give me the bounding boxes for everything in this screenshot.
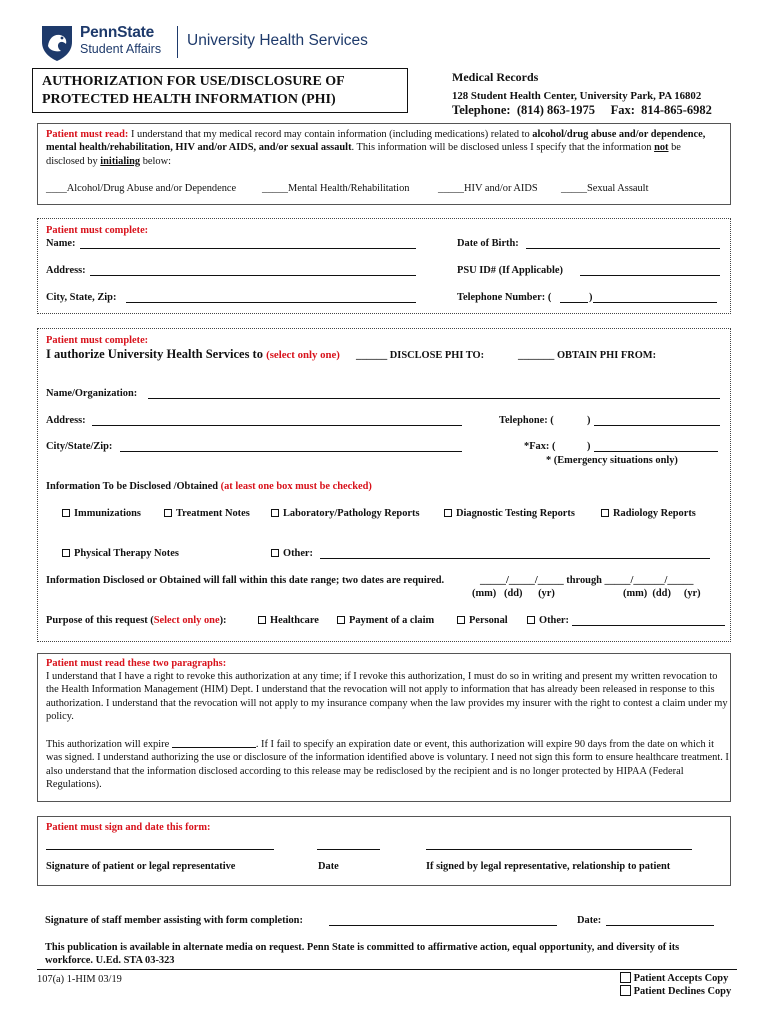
authorize-section-label: Patient must complete: xyxy=(46,335,149,346)
checkbox-icon[interactable] xyxy=(620,985,631,996)
purpose-personal[interactable] xyxy=(457,614,508,627)
obtain-phi-option[interactable]: _______ OBTAIN PHI FROM: xyxy=(518,350,657,361)
recipient-fax-field[interactable] xyxy=(594,451,718,452)
emergency-note: * (Emergency situations only) xyxy=(546,455,678,466)
paragraphs-section xyxy=(37,653,731,802)
check-physical-therapy[interactable] xyxy=(62,547,179,560)
patient-dob-field[interactable] xyxy=(526,248,720,249)
notice-text xyxy=(46,128,722,168)
accepts-copy-label: Patient Accepts Copy xyxy=(633,973,729,984)
publication-notice: This publication is available in alternate media on request. Penn State is committed to affirmative action, equal opportunity, and diversity of its workforce. U.Ed. STA 03-323 xyxy=(45,942,680,967)
patient-signature-field[interactable] xyxy=(46,849,274,850)
check-lab-pathology[interactable] xyxy=(271,507,420,520)
notice-option-alcohol[interactable]: ____Alcohol/Drug Abuse and/or Dependence xyxy=(46,183,237,194)
notice-bold-a: alcohol/drug abuse and/or dependence, mental health/rehabilitation, HIV and/or AIDS, and/or sexual assault xyxy=(46,129,706,154)
notice-text-a: I understand that my medical record may contain information (including medications) related to xyxy=(128,129,533,140)
purpose-other[interactable] xyxy=(527,614,569,627)
recipient-address-field[interactable] xyxy=(92,425,462,426)
form-title-box xyxy=(32,68,408,113)
patient-psu-id-label: PSU ID# (If Applicable) xyxy=(457,265,563,276)
check-physical-therapy-label: Physical Therapy Notes xyxy=(74,548,179,559)
check-treatment-notes-label: Treatment Notes xyxy=(176,508,250,519)
checkbox-icon[interactable] xyxy=(337,616,345,624)
relationship-caption: If signed by legal representative, relationship to patient xyxy=(426,861,671,872)
patient-address-field[interactable] xyxy=(90,275,416,276)
checkbox-icon[interactable] xyxy=(271,509,279,517)
staff-date-label: Date: xyxy=(577,915,602,926)
check-radiology-label: Radiology Reports xyxy=(613,508,696,519)
check-other-field[interactable] xyxy=(320,558,710,559)
patient-dob-label: Date of Birth: xyxy=(457,238,519,249)
date-range-fields[interactable]: _____/_____/_____ through _____/______/_____ xyxy=(480,575,694,586)
checkbox-icon[interactable] xyxy=(620,972,631,983)
patient-name-field[interactable] xyxy=(80,248,416,249)
logo-pennstate-text: PennState xyxy=(80,24,154,41)
notice-option-mental-health[interactable]: _____Mental Health/Rehabilitation xyxy=(262,183,410,194)
check-radiology[interactable] xyxy=(601,507,696,520)
disclose-phi-option[interactable]: ______ DISCLOSE PHI TO: xyxy=(356,350,485,361)
patient-signature-caption: Signature of patient or legal representative xyxy=(46,861,236,872)
check-other-label: Other: xyxy=(283,548,314,559)
penn-state-shield-icon xyxy=(40,24,74,62)
notice-not: not xyxy=(654,142,669,154)
department-name: University Health Services xyxy=(187,32,368,49)
patient-phone-label: Telephone Number: ( xyxy=(457,292,552,303)
patient-date-field[interactable] xyxy=(317,849,380,850)
purpose-healthcare[interactable] xyxy=(258,614,319,627)
patient-section xyxy=(37,218,731,314)
purpose-label: Purpose of this request ( xyxy=(46,615,154,626)
expiration-text-b: . If I fail to specify an expiration date or event, this authorization will expire 90 days from the date on which it was signed. I understand authorizing the use or disclosure of the information identified above is voluntary. I need not sign this form to ensure healthcare treatment. I also understand that the information disclosed according to this release may be redisclosed by the recipient and is no longer protected by HIPAA (Federal Regulations). xyxy=(46,739,729,791)
patient-address-label: Address: xyxy=(46,265,86,276)
declines-copy-option[interactable] xyxy=(620,985,731,998)
checkbox-icon[interactable] xyxy=(271,549,279,557)
staff-signature-label: Signature of staff member assisting with form completion: xyxy=(45,915,303,926)
checkbox-icon[interactable] xyxy=(444,509,452,517)
notice-option-hiv[interactable]: _____HIV and/or AIDS xyxy=(438,183,538,194)
authorize-section xyxy=(37,328,731,642)
accepts-copy-option[interactable] xyxy=(620,972,728,985)
signature-label: Patient must sign and date this form: xyxy=(46,822,211,833)
info-disclosed-note: (at least one box must be checked) xyxy=(220,481,372,492)
patient-city-field[interactable] xyxy=(126,302,416,303)
purpose-close: ): xyxy=(219,615,227,626)
revocation-paragraph: I understand that I have a right to revoke this authorization at any time; if I revoke this authorization, I must do so in writing and present my written revocation to the Health Information Management (HIM) Dept. I understand that the revocation will not apply to information that has already been released in response to this authorization. I understand that the revocation will not apply to my insurance company when the law provides my insurer with the right to contest a claim under my policy. xyxy=(46,671,728,723)
org-label: Name/Organization: xyxy=(46,388,138,399)
contact-phone: Telephone: (814) 863-1975 Fax: 814-865-6982 xyxy=(452,103,712,117)
patient-name-label: Name: xyxy=(46,238,76,249)
notice-initialing: initialing xyxy=(100,155,141,167)
form-title-line1: AUTHORIZATION FOR USE/DISCLOSURE OF xyxy=(42,74,345,89)
patient-date-caption: Date xyxy=(318,861,339,872)
patient-phone-area-field[interactable] xyxy=(560,302,588,303)
authorize-select-one: (select only one) xyxy=(266,349,340,361)
patient-phone-number-field[interactable] xyxy=(593,302,717,303)
checkbox-icon[interactable] xyxy=(164,509,172,517)
check-immunizations-label: Immunizations xyxy=(74,508,141,519)
date-units-through: (mm) (dd) (yr) xyxy=(623,588,701,599)
expiration-text-a: This authorization will expire xyxy=(46,739,172,750)
check-lab-pathology-label: Laboratory/Pathology Reports xyxy=(283,508,420,519)
purpose-note: Select only one xyxy=(153,615,220,626)
paragraphs-label: Patient must read these two paragraphs: xyxy=(46,658,227,669)
recipient-telephone-field[interactable] xyxy=(594,425,720,426)
check-immunizations[interactable] xyxy=(62,507,141,520)
contact-block xyxy=(452,70,752,118)
notice-text-d: below: xyxy=(140,155,171,167)
purpose-heading xyxy=(46,614,227,627)
org-field[interactable] xyxy=(148,398,720,399)
relationship-field[interactable] xyxy=(426,849,692,850)
info-disclosed-heading xyxy=(46,480,372,493)
header-divider xyxy=(177,26,178,58)
patient-section-label: Patient must complete: xyxy=(46,225,149,236)
recipient-city-label: City/State/Zip: xyxy=(46,441,113,452)
logo-student-affairs-text: Student Affairs xyxy=(80,42,162,56)
recipient-address-label: Address: xyxy=(46,415,86,426)
purpose-personal-label: Personal xyxy=(469,615,508,626)
notice-section xyxy=(37,123,731,205)
recipient-telephone-close: ) xyxy=(587,415,591,426)
contact-heading: Medical Records xyxy=(452,70,539,84)
recipient-city-field[interactable] xyxy=(120,451,462,452)
recipient-telephone-label: Telephone: ( xyxy=(499,415,554,426)
signature-section xyxy=(37,816,731,886)
notice-text-c: be disclosed by xyxy=(46,142,681,167)
purpose-payment[interactable] xyxy=(337,614,434,627)
expiration-paragraph xyxy=(46,738,730,792)
recipient-fax-close: ) xyxy=(587,441,591,452)
header xyxy=(40,22,370,64)
patient-city-label: City, State, Zip: xyxy=(46,292,117,303)
purpose-payment-label: Payment of a claim xyxy=(349,615,435,626)
declines-copy-label: Patient Declines Copy xyxy=(633,986,732,997)
patient-psu-id-field[interactable] xyxy=(580,275,720,276)
staff-signature-field[interactable] xyxy=(329,925,557,926)
date-range-label: Information Disclosed or Obtained will fall within this date range; two dates are required. xyxy=(46,575,445,586)
form-title-line2: PROTECTED HEALTH INFORMATION (PHI) xyxy=(42,92,336,107)
recipient-fax-label: *Fax: ( xyxy=(524,441,556,452)
info-disclosed-label: Information To be Disclosed /Obtained xyxy=(46,481,221,492)
authorize-lead-text: I authorize University Health Services to xyxy=(46,347,267,361)
check-diagnostic-testing-label: Diagnostic Testing Reports xyxy=(456,508,575,519)
checkbox-icon[interactable] xyxy=(457,616,465,624)
purpose-other-label: Other: xyxy=(539,615,570,626)
checkbox-icon[interactable] xyxy=(258,616,266,624)
form-code: 107(a) 1-HIM 03/19 xyxy=(37,974,122,985)
staff-date-field[interactable] xyxy=(606,925,714,926)
patient-phone-close: ) xyxy=(589,292,593,303)
footer-rule xyxy=(37,969,737,970)
purpose-healthcare-label: Healthcare xyxy=(270,615,319,626)
notice-option-sexual-assault[interactable]: _____Sexual Assault xyxy=(561,183,649,194)
checkbox-icon[interactable] xyxy=(62,509,70,517)
contact-address: 128 Student Health Center, University Park, PA 16802 xyxy=(452,90,702,102)
purpose-other-field[interactable] xyxy=(572,625,725,626)
authorize-lead xyxy=(46,347,340,362)
check-treatment-notes[interactable] xyxy=(164,507,250,520)
check-other[interactable] xyxy=(271,547,313,560)
checkbox-icon[interactable] xyxy=(601,509,609,517)
date-units-from: (mm) (dd) (yr) xyxy=(472,588,555,599)
check-diagnostic-testing[interactable] xyxy=(444,507,575,520)
checkbox-icon[interactable] xyxy=(62,549,70,557)
expiration-field[interactable] xyxy=(172,738,256,748)
notice-label: Patient must read: xyxy=(46,129,129,140)
checkbox-icon[interactable] xyxy=(527,616,535,624)
notice-text-b: . This information will be disclosed unless I specify that the information xyxy=(351,142,655,154)
